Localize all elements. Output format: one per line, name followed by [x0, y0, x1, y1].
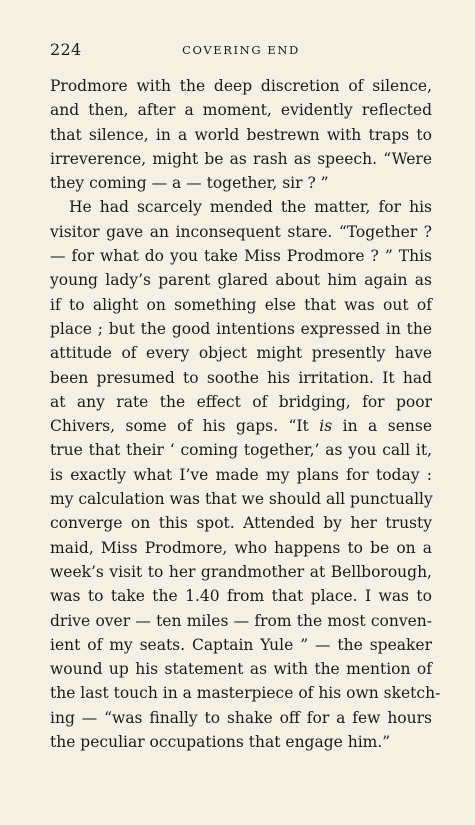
text-line: irreverence, might be as rash as speech. “Were [50, 149, 432, 168]
text-line: was to take the 1.40 from that place. I was to [50, 587, 432, 606]
text-line: — for what do you take Miss Prodmore ? ” This [50, 247, 432, 266]
text-line: attitude of every object might presently have [50, 344, 432, 363]
page-number: 224 [50, 40, 82, 59]
text-fragment: Chivers, some of his gaps. “It [50, 417, 320, 436]
text-line: He had scarcely mended the matter, for his [69, 198, 432, 217]
text-line: converge on this spot. Attended by her trusty [50, 514, 432, 533]
text-line: they coming — a — together, sir ? ” [50, 174, 329, 193]
text-line: visitor gave an inconsequent stare. “Together ? [50, 222, 432, 241]
text-line: week’s visit to her grandmother at Bellborough, [50, 562, 432, 581]
text-line: true that their ‘ coming together,’ as you call it, [50, 441, 432, 460]
text-line: been presumed to soothe his irritation. It had [50, 368, 432, 387]
text-fragment: in a sense [332, 417, 432, 436]
italic-emphasis: is [319, 417, 333, 436]
text-line: is exactly what I’ve made my plans for today : [50, 465, 432, 484]
text-line: young lady’s parent glared about him again as [50, 271, 432, 290]
text-line: the last touch in a masterpiece of his own sketch- [50, 684, 441, 703]
text-line: and then, after a moment, evidently reflected [50, 101, 432, 120]
text-line: at any rate the effect of bridging, for poor [50, 392, 432, 411]
running-title: COVERING END [182, 43, 300, 57]
text-line: drive over — ten miles — from the most conven- [50, 611, 432, 630]
text-line: place ; but the good intentions expressed in the [50, 319, 432, 338]
text-line: wound up his statement as with the mention of [50, 660, 432, 679]
text-line: my calculation was that we should all punctually [50, 490, 433, 509]
text-line: that silence, in a world bestrewn with traps to [50, 125, 432, 144]
text-line: maid, Miss Prodmore, who happens to be on a [50, 538, 432, 557]
text-line: ient of my seats. Captain Yule ” — the speaker [50, 635, 432, 654]
text-line: if to alight on something else that was out of [50, 295, 432, 314]
text-line: Prodmore with the deep discretion of silence, [50, 77, 432, 95]
body-text [50, 74, 441, 754]
text-line: the peculiar occupations that engage him.” [50, 733, 391, 752]
text-line [50, 414, 432, 438]
running-head [50, 40, 432, 62]
text-line: ing — “was finally to shake off for a few hours [50, 708, 432, 727]
